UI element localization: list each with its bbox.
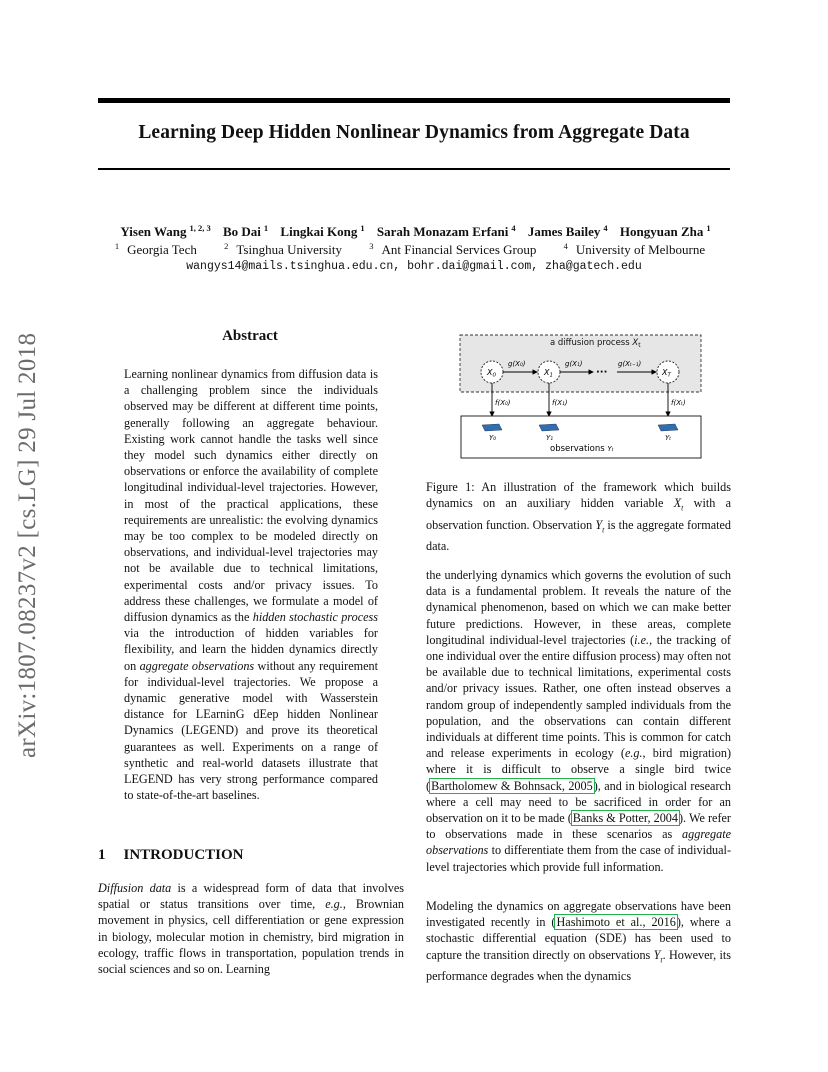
abstract-heading: Abstract	[222, 328, 278, 344]
title-top-rule	[98, 98, 730, 103]
citation-link[interactable]: Hashimoto et al., 2016	[556, 915, 676, 930]
author: Bo Dai $^1$	[223, 223, 269, 239]
author: Hongyuan Zha $^1$	[619, 223, 711, 239]
emission-label: f(X₁)	[552, 399, 568, 407]
author: Yisen Wang $^{1, 2, 3}$	[120, 223, 211, 239]
affiliation: $^1$ Georgia Tech	[114, 241, 197, 257]
observation-y1-icon	[539, 424, 559, 431]
hidden-node-x0-label: X0	[487, 368, 496, 379]
affiliation: $^3$ Ant Financial Services Group	[369, 241, 537, 257]
body-paragraph: Modeling the dynamics on aggregate observations have been investigated recently in (Hashimoto et al., 2016), where a stochastic differential equation (SDE) has been used to capture the transition directly on observations $Y_t$. However, its performance degrades when the dynamics	[426, 899, 731, 984]
emission-label: f(Xₜ)	[671, 399, 686, 407]
transition-label: g(X₀)	[508, 360, 526, 368]
observation-y0-label: Y₀	[489, 434, 497, 442]
observation-y0-icon	[482, 424, 502, 431]
abstract-body: Learning nonlinear dynamics from diffusion data is a challenging problem since the individuals observed may be different at different time points, generally following an aggregate behaviour. Existing work cannot handle the tasks well since they model such dynamics either directly on observations or enforce the availability of complete longitudinal individual-level trajectories. However, in most of the practical applications, these requirements are unrealistic: the evolving dynamics may be too complex to be modeled directly on observations, and individual-level trajectories may not be available due to technical limitations, experimental costs and/or privacy issues. To address these challenges, we formulate a model of diffusion dynamics as the hidden stochastic process via the introduction of hidden variables for flexibility, and learn the hidden dynamics directly on aggregate observations without any requirement for individual-level trajectories. We propose a dynamic generative model with Wasserstein distance for LEarninG dEep hidden Nonlinear Dynamics (LEGEND) and prove its theoretical guarantees as well. Experiments on a range of synthetic and real-world datasets illustrate that LEGEND has very strong performance compared to state-of-the-art baselines.	[124, 367, 379, 803]
hidden-node-x1-label: X1	[544, 368, 553, 379]
paper-title: Learning Deep Hidden Nonlinear Dynamics from Aggregate Data	[138, 122, 690, 143]
affiliation: $^2$ Tsinghua University	[224, 241, 342, 257]
author-emails: wangys14@mails.tsinghua.edu.cn, bohr.dai@gmail.com, zha@gatech.edu	[186, 260, 642, 273]
ellipsis: ···	[596, 367, 608, 378]
intro-paragraph: Diffusion data is a widespread form of data that involves spatial or status transitions over time, e.g., Brownian movement in physics, cell differentiation or gene expression in biology, molecular motion in chemistry, bird migration in ecology, traffic flows in transportation, population trends in social sciences and so on. Learning	[98, 881, 404, 977]
transition-label: g(Xₜ₋₁)	[618, 360, 642, 368]
title-bottom-rule	[98, 168, 730, 170]
emission-label: f(X₀)	[495, 399, 511, 407]
arxiv-identifier: arXiv:1807.08237v2 [cs.LG] 29 Jul 2018	[14, 332, 41, 758]
affiliation-list	[98, 241, 730, 258]
transition-label: g(X₁)	[565, 360, 583, 368]
figure-caption: Figure 1: An illustration of the framework which builds dynamics on an auxiliary hidden variable $X_t$ with a observation function. Observation $Y_t$ is the aggregate formated data.	[426, 480, 732, 554]
author: Sarah Monazam Erfani $^4$	[376, 223, 516, 239]
figure-diagram	[455, 330, 711, 460]
citation-link[interactable]: Bartholomew & Bohnsack, 2005	[431, 778, 593, 793]
section-heading: 1 INTRODUCTION	[98, 847, 244, 863]
affiliation: $^4$ University of Melbourne	[563, 241, 706, 257]
observations-label: observations Yₜ	[550, 444, 614, 454]
citation-link[interactable]: Banks & Potter, 2004	[572, 811, 678, 826]
observation-y1-label: Y₁	[546, 434, 554, 442]
diffusion-process-label: a diffusion process $X_t$	[550, 338, 641, 349]
body-paragraph: the underlying dynamics which governs the evolution of such data is a fundamental problem. It reveals the nature of the dynamical phenomenon, based on which we can make better future predictions. However, in these areas, complete longitudinal individual-level trajectories (i.e., the tracking of one individual over the entire diffusion process) may often not be available due to technical limitations, experimental costs and/or privacy issues. Rather, one often instead observes a random group of independently sampled individuals from the population, and the observations can contain different individuals at different time points. This is common for catch and release experiments in ecology (e.g., bird migration) where it is difficult to observe a single bird twice (Bartholomew & Bohnsack, 2005), and in biological research where a cell may need to be sacrificed in order for an observation on it to be made (Banks & Potter, 2004). We refer to observations made in these scenarios as aggregate observations to differentiate them from the case of individual-level trajectories which provide full information.	[426, 568, 732, 874]
author-list	[98, 223, 730, 240]
author: Lingkai Kong $^1$	[280, 223, 365, 239]
observation-yt-label: Yₜ	[665, 434, 672, 442]
hidden-node-xt-label: XT	[662, 368, 671, 379]
author: James Bailey $^4$	[527, 223, 608, 239]
observation-yt-icon	[658, 424, 678, 431]
